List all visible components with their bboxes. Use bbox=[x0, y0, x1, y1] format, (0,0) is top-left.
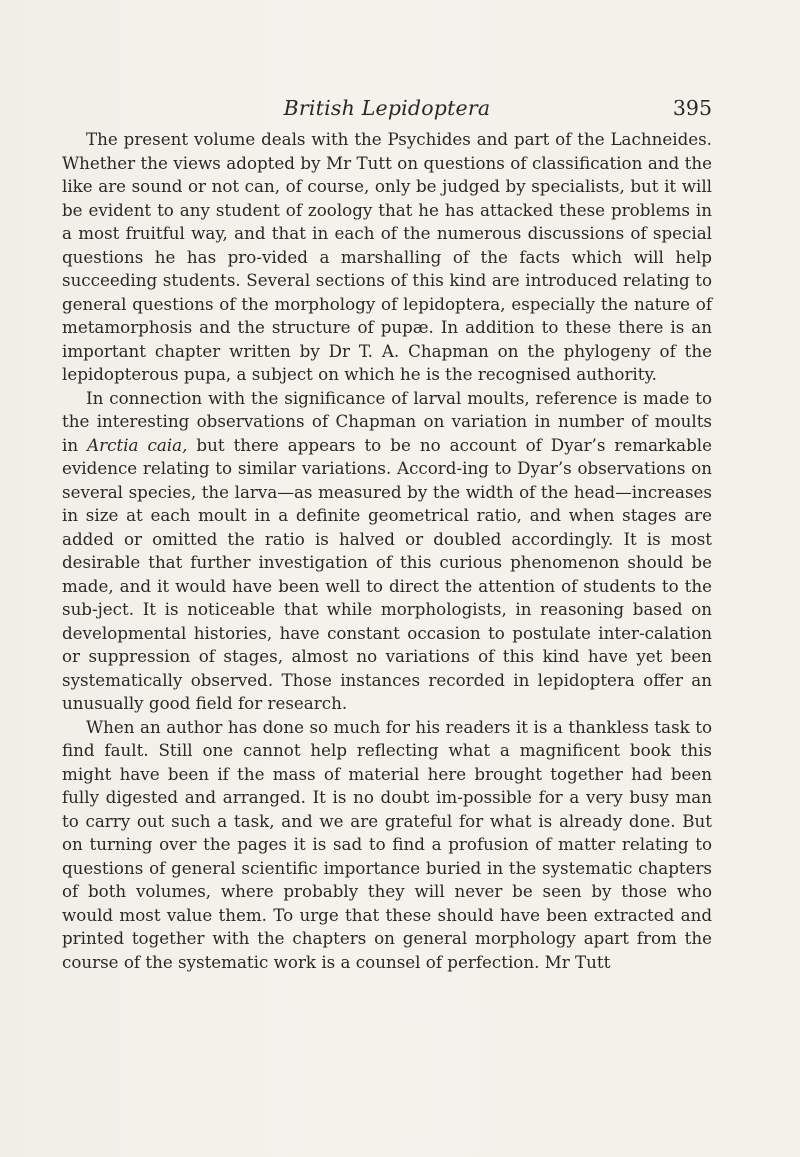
paragraph-1: The present volume deals with the Psychides and part of the Lachneides. Whether the views adopted by Mr Tutt on questions of classification and the like are sound or not can, of course, only be judged by specialists, but it will be evident to any student of zoology that he has attacked these problems in a most fruitful way, and that in each of the numerous discussions of special questions he has pro-vided a marshalling of the facts which will help succeeding students. Several sections of this kind are introduced relating to general questions of the morphology of lepidoptera, especially the nature of metamorphosis and the structure of pupæ. In addition to these there is an important chapter written by Dr T. A. Chapman on the phylogeny of the lepidopterous pupa, a subject on which he is the recognised authority. bbox=[62, 129, 712, 384]
paragraph-2 bbox=[62, 387, 712, 716]
paragraph-3: When an author has done so much for his readers it is a thankless task to find fault. Still one cannot help reflecting what a magnificent book this might have been if the mass of material here brought together had been fully digested and arranged. It is no doubt im-possible for a very busy man to carry out such a task, and we are grateful for what is already done. But on turning over the pages it is sad to find a profusion of matter relating to questions of general scientific importance buried in the systematic chapters of both volumes, where probably they will never be seen by those who would most value them. To urge that these should have been extracted and printed together with the chapters on general morphology apart from the course of the systematic work is a counsel of perfection. Mr Tutt bbox=[62, 716, 712, 972]
running-title: British Lepidoptera bbox=[283, 96, 491, 120]
page-number: 395 bbox=[672, 96, 712, 120]
body-text bbox=[62, 128, 712, 974]
paragraph-2-text-before: In connection with the significance of larval moults, reference is made to the interesting observations of Chapman on variation in number of moults in bbox=[62, 387, 712, 455]
species-name: Arctia caia, bbox=[87, 434, 188, 455]
paragraph-2-text-after: but there appears to be no account of Dyar’s remarkable evidence relating to similar variations. Accord-ing to Dyar’s observations on several species, the larva—as measured by the width of the head—increases in size at each moult in a definite geometrical ratio, and when stages are added or omitted the ratio is halved or doubled accordingly. It is most desirable that further investigation of this curious phenomenon should be made, and it would have been well to direct the attention of students to the sub-ject. It is noticeable that while morphologists, in reasoning based on developmental histories, have constant occasion to postulate inter-calation or suppression of stages, almost no variations of this kind have yet been systematically observed. Those instances recorded in lepidoptera offer an unusually good field for research. bbox=[62, 434, 712, 713]
running-header bbox=[62, 96, 712, 126]
